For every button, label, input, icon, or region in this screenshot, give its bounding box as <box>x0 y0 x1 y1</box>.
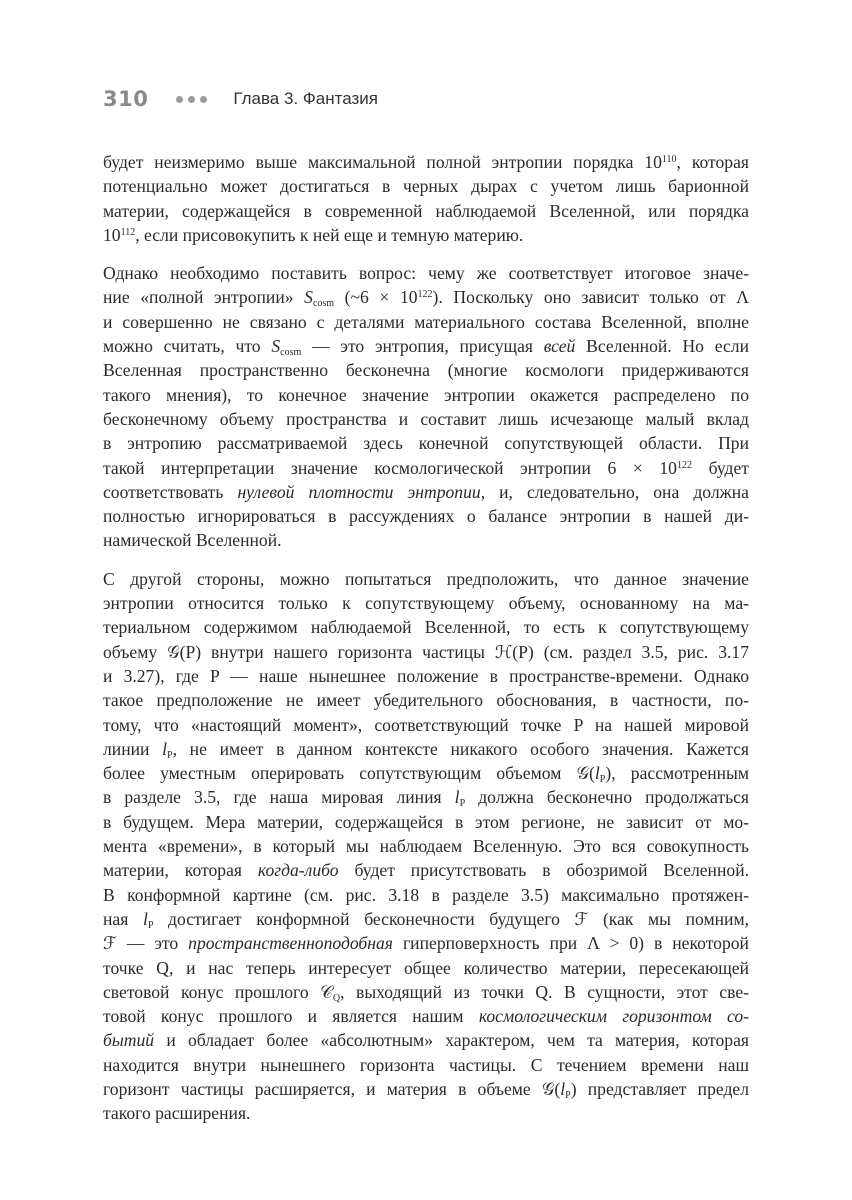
text-line: С другой стороны, можно попытаться предположить, что данное значение <box>103 568 749 589</box>
text-line: энтропии относится только к сопутствующему объему, основанному на ма- <box>103 593 749 614</box>
subscript: cosm <box>312 298 335 310</box>
superscript: 122 <box>417 289 433 301</box>
italic-text: нулевой плотности энтропии <box>237 481 481 502</box>
text-line: Вселенная пространственно бесконечна (многие космологи придерживаются <box>103 360 749 381</box>
three-dots-icon <box>176 96 207 103</box>
superscript: 112 <box>120 226 136 238</box>
text-line: мента «времени», в который мы наблюдаем Вселенную. Это вся совокупность <box>103 836 749 857</box>
text-line: ная $l_P$ достигает конформной бесконечности будущего ℱ (как мы помним, <box>103 908 749 931</box>
text-line: потенциально может достигаться в черных дырах с учетом лишь барионной <box>103 176 749 197</box>
text-line: намической Вселенной. <box>103 530 282 551</box>
text-line: более уместным оперировать сопутствующим объемом $𝒢(l_P)$, рассмотренным <box>103 763 749 786</box>
italic-text: когда-либо <box>257 860 339 881</box>
text-line: такого мнения), то конечное значение энтропии окажется распределено по <box>103 384 749 405</box>
italic-text: бытий <box>103 1030 155 1051</box>
subscript: P <box>565 1089 571 1101</box>
italic-text: l <box>594 763 600 784</box>
chapter-title: Глава 3. Фантазия <box>233 89 379 108</box>
text-line: и совершенно не связано с деталями материального состава Вселенной, вполне <box>103 311 749 332</box>
text-line: точке Q, и нас теперь интересует общее количество материи, пересекающей <box>103 957 749 978</box>
text-line: териальном содержимом наблюдаемой Вселенной, то есть к сопутствующему <box>103 617 749 638</box>
subscript: P <box>599 774 606 786</box>
dot <box>176 96 183 103</box>
text-line: бесконечному объему пространства и составит лишь исчезающе малый вклад <box>103 408 749 429</box>
text-line: такого расширения. <box>103 1103 251 1124</box>
paragraph <box>103 150 749 247</box>
italic-text: l <box>454 787 460 808</box>
italic-text: l <box>142 908 148 929</box>
italic-text: пространственноподобная <box>188 933 393 954</box>
text-line: ние «полной энтропии» $S_{cosm}$ (~6 × $10^{122}$). Поскольку оно зависит только от Λ <box>103 287 749 310</box>
text-line: Однако необходимо поставить вопрос: чему же соответствует итоговое значе- <box>103 263 749 284</box>
text-line: $10^{112}$, если присовокупить к ней еще и темную материю. <box>103 224 524 245</box>
text-line: ℱ — это пространственноподобная гиперповерхность при Λ > 0) в некоторой <box>103 933 749 954</box>
subscript: cosm <box>280 347 302 359</box>
text-line: в разделе 3.5, где наша мировая линия $l_P$ должна бесконечно продолжаться <box>103 787 749 810</box>
text-line: линии $l_P$, не имеет в данном контексте никакого особого значения. Кажется <box>103 738 749 761</box>
subscript: P <box>167 749 173 761</box>
paragraph <box>103 567 749 1126</box>
superscript: 122 <box>676 459 692 471</box>
text-line: в будущем. Мера материи, содержащейся в этом регионе, не зависит от мо- <box>103 811 749 832</box>
text-line: находится внутри нынешнего горизонта частицы. С течением времени наш <box>103 1054 749 1075</box>
italic-text: S <box>271 336 281 357</box>
paragraph <box>103 261 749 553</box>
italic-text: космологическим горизонтом со- <box>478 1006 749 1027</box>
dot <box>200 96 207 103</box>
text-line: полностью игнорироваться в рассуждениях о балансе энтропии в нашей ди- <box>103 506 749 527</box>
superscript: 110 <box>661 154 677 165</box>
text-line: световой конус прошлого 𝒞$_Q$, выходящий из точки Q. В сущности, этот све- <box>103 981 749 1004</box>
italic-text: S <box>304 287 313 308</box>
italic-text: l <box>162 738 168 759</box>
italic-text: l <box>560 1078 566 1099</box>
text-line: такое предположение не имеет убедительного обоснования, в частности, по- <box>103 690 749 711</box>
page-number: 310 <box>103 87 149 111</box>
text-line: бытий и обладает более «абсолютным» характером, чем та материя, которая <box>103 1030 749 1051</box>
text-line: объему 𝒢(P) внутри нашего горизонта частицы ℋ(P) (см. раздел 3.5, рис. 3.17 <box>103 641 749 662</box>
subscript: P <box>459 798 466 810</box>
text-line: горизонт частицы расширяется, и материя в объеме $𝒢(l_P)$ представляет предел <box>103 1078 749 1101</box>
text-line: материи, которая когда-либо будет присутствовать в обозримой Вселенной. <box>103 860 749 881</box>
text-line: В конформной картине (см. рис. 3.18 в разделе 3.5) максимально протяжен- <box>103 884 749 905</box>
dot <box>188 96 195 103</box>
text-line: тому, что «настоящий момент», соответствующий точке P на нашей мировой <box>103 714 749 735</box>
text-line: материи, содержащейся в современной наблюдаемой Вселенной, или порядка <box>103 200 749 221</box>
italic-text: всей <box>543 336 576 357</box>
text-line: можно считать, что $S_{cosm}$ — это энтропия, присущая всей Вселенной. Но если <box>103 336 749 359</box>
text-line: будет неизмеримо выше максимальной полной энтропии порядка $10^{110}$, которая <box>103 152 749 172</box>
text-line: и 3.27), где P — наше нынешнее положение в пространстве-времени. Однако <box>103 665 749 686</box>
text-line: товой конус прошлого и является нашим космологическим горизонтом со- <box>103 1006 749 1027</box>
subscript: Q <box>332 992 341 1004</box>
body-text <box>103 150 749 1140</box>
text-line: соответствовать нулевой плотности энтропии, и, следовательно, она должна <box>103 481 749 502</box>
running-header <box>103 84 378 114</box>
text-line: в энтропию рассматриваемой здесь конечной сопутствующей области. При <box>103 433 749 454</box>
text-line: такой интерпретации значение космологической энтропии $6 \times 10^{122}$ будет <box>103 457 749 478</box>
subscript: P <box>147 919 154 931</box>
